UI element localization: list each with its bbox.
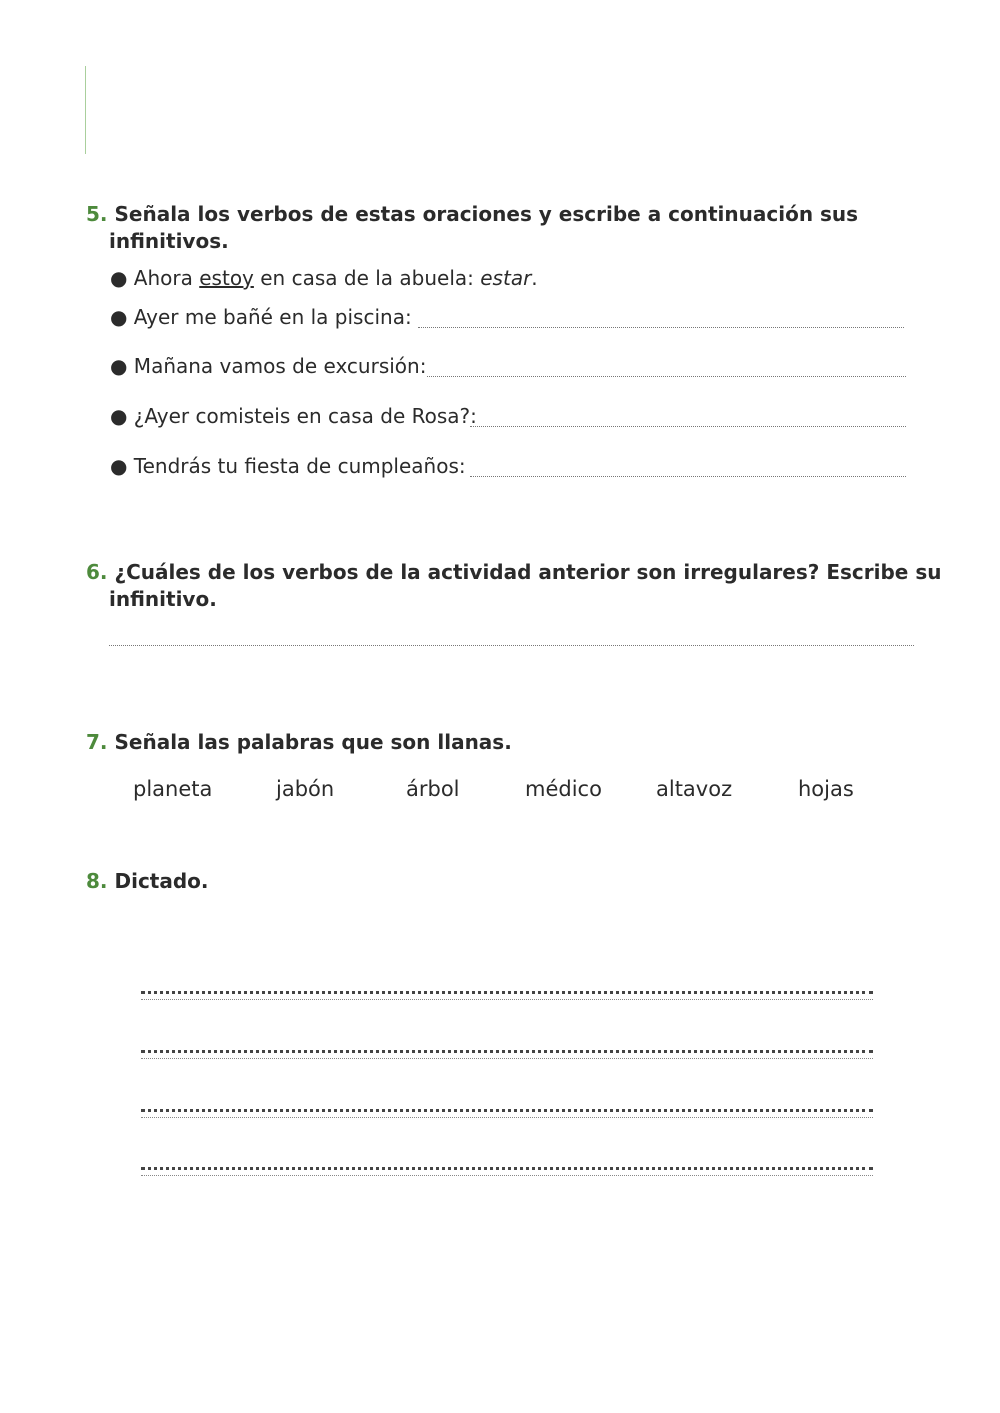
dictation-line-2[interactable] bbox=[141, 1050, 873, 1059]
exercise-6-title-line2: infinitivo. bbox=[109, 587, 217, 611]
word-option[interactable]: hojas bbox=[798, 777, 854, 801]
dictation-line-1[interactable] bbox=[141, 991, 873, 1000]
sentence-2: ● Mañana vamos de excursión: bbox=[110, 354, 427, 378]
sentence-1: ● Ayer me bañé en la piscina: bbox=[110, 305, 412, 329]
word-option[interactable]: jabón bbox=[276, 777, 335, 801]
dictation-line-3[interactable] bbox=[141, 1109, 873, 1118]
exercise-number: 6. bbox=[86, 560, 108, 584]
exercise-number: 8. bbox=[86, 869, 108, 893]
exercise-6-title-line1: ¿Cuáles de los verbos de la actividad anterior son irregulares? Escribe su bbox=[114, 560, 942, 584]
word-option[interactable]: altavoz bbox=[656, 777, 733, 801]
word-option[interactable]: médico bbox=[525, 777, 602, 801]
exercise-7-title bbox=[86, 729, 886, 756]
exercise-number: 5. bbox=[86, 202, 108, 226]
sentence-3: ● ¿Ayer comisteis en casa de Rosa?: bbox=[110, 404, 477, 428]
exercise-5-title-line1: Señala los verbos de estas oraciones y escribe a continuación sus bbox=[114, 202, 859, 226]
exercise-8-title bbox=[86, 868, 886, 895]
underlined-verb: estoy bbox=[199, 266, 254, 290]
example-answer: estar bbox=[480, 266, 532, 290]
dictation-line-4[interactable] bbox=[141, 1167, 873, 1176]
answer-line-2[interactable] bbox=[427, 376, 906, 377]
answer-line-4[interactable] bbox=[470, 476, 906, 477]
exercise-5-title-line2: infinitivos. bbox=[109, 229, 229, 253]
exercise-7-title-text: Señala las palabras que son llanas. bbox=[114, 730, 512, 754]
word-option[interactable]: planeta bbox=[133, 777, 213, 801]
exercise-8-title-text: Dictado. bbox=[114, 869, 209, 893]
word-option[interactable]: árbol bbox=[406, 777, 460, 801]
exercise-6-title bbox=[86, 559, 946, 613]
exercise-5-title bbox=[86, 201, 886, 255]
sentence-4: ● Tendrás tu fiesta de cumpleaños: bbox=[110, 454, 466, 478]
answer-line-3[interactable] bbox=[470, 426, 906, 427]
answer-line-6[interactable] bbox=[109, 645, 914, 646]
margin-line bbox=[85, 66, 86, 154]
example-sentence: ● Ahora estoy en casa de la abuela: estar. bbox=[110, 266, 538, 290]
answer-line-1[interactable] bbox=[418, 327, 904, 328]
exercise-number: 7. bbox=[86, 730, 108, 754]
